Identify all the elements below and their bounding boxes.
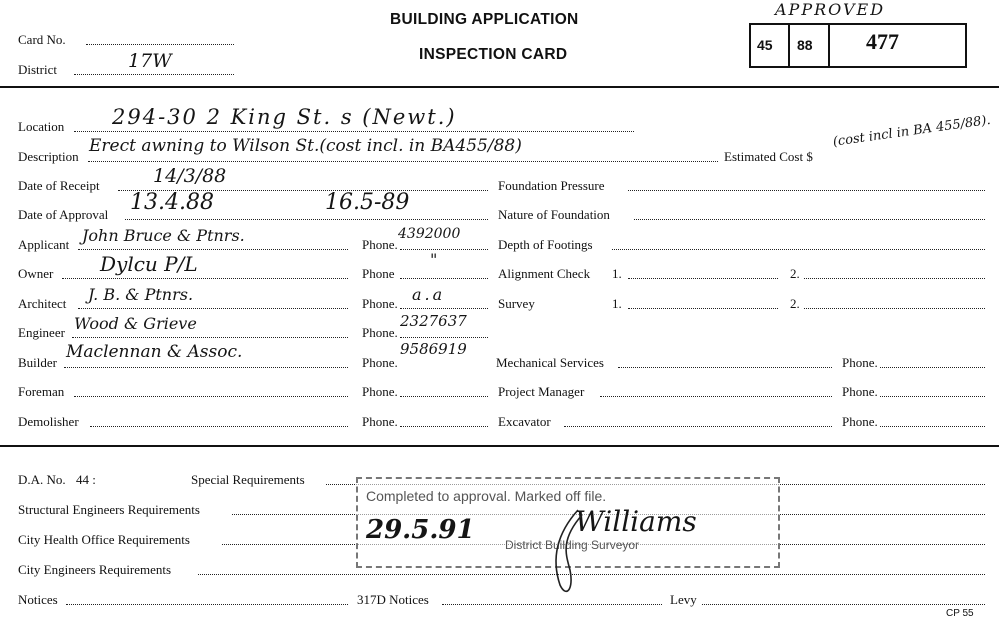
engineer-field[interactable] [72, 337, 348, 338]
survey-1-field[interactable] [628, 308, 778, 309]
approval-value-1: 13.4.88 [130, 190, 214, 215]
depth-footings-label: Depth of Footings [498, 237, 593, 252]
approved-note: APPROVED [775, 0, 886, 19]
foreman-field[interactable] [74, 396, 348, 397]
district-field[interactable] [74, 74, 234, 75]
alignment-1-field[interactable] [628, 278, 778, 279]
nature-foundation-label: Nature of Foundation [498, 207, 610, 222]
approval-value-2: 16.5-89 [325, 190, 410, 215]
notices-label: Notices [18, 592, 58, 607]
excavator-phone-label: Phone. [842, 414, 878, 429]
engineer-phone-field[interactable] [400, 337, 488, 338]
foreman-phone-label: Phone. [362, 384, 398, 399]
reference-box-a: 45 [757, 37, 773, 53]
location-label: Location [18, 119, 65, 134]
city-eng-req-label: City Engineers Requirements [18, 562, 172, 577]
owner-value: Dylcu P/L [100, 252, 198, 276]
foreman-phone-field[interactable] [400, 396, 488, 397]
description-value: Erect awning to Wilson St.(cost incl. in BA455/88) [89, 136, 522, 156]
alignment-2-label: 2. [790, 266, 800, 281]
alignment-2-field[interactable] [804, 278, 985, 279]
middle-rule [0, 445, 999, 447]
builder-label: Builder [18, 355, 57, 370]
excavator-label: Excavator [498, 414, 551, 429]
stamp-signature: Williams [575, 505, 697, 538]
foreman-label: Foreman [18, 384, 65, 399]
description-field[interactable] [88, 161, 718, 162]
header-rule [0, 86, 999, 88]
applicant-field[interactable] [78, 249, 348, 250]
estimated-cost-label: Estimated Cost $ [724, 149, 813, 164]
notices-field[interactable] [66, 604, 348, 605]
owner-phone-field[interactable] [400, 278, 488, 279]
district-label: District [18, 62, 57, 77]
applicant-phone: 4392000 [398, 226, 461, 242]
location-field[interactable] [74, 131, 634, 132]
approval-field[interactable] [125, 219, 488, 220]
applicant-value: John Bruce & Ptnrs. [82, 226, 245, 245]
mechanical-phone-field[interactable] [880, 367, 985, 368]
form-code: CP 55 [946, 608, 974, 619]
location-value: 294-30 2 King St. s (Newt.) [112, 105, 457, 129]
project-manager-field[interactable] [600, 396, 832, 397]
foundation-pressure-field[interactable] [628, 190, 985, 191]
foundation-pressure-label: Foundation Pressure [498, 178, 605, 193]
demolisher-phone-label: Phone. [362, 414, 398, 429]
architect-label: Architect [18, 296, 67, 311]
reference-box-c: 477 [866, 29, 899, 54]
mechanical-phone-label: Phone. [842, 355, 878, 370]
applicant-label: Applicant [18, 237, 70, 252]
alignment-1-label: 1. [612, 266, 622, 281]
title-line-2: INSPECTION CARD [419, 46, 568, 63]
applicant-phone-label: Phone. [362, 237, 398, 252]
card-no-label: Card No. [18, 32, 66, 47]
alignment-label: Alignment Check [498, 266, 591, 281]
owner-phone: " [430, 250, 438, 269]
excavator-field[interactable] [564, 426, 832, 427]
description-label: Description [18, 149, 79, 164]
receipt-value: 14/3/88 [153, 165, 227, 187]
depth-footings-field[interactable] [612, 249, 985, 250]
engineer-phone: 2327637 [400, 312, 467, 330]
levy-field[interactable] [702, 604, 985, 605]
excavator-phone-field[interactable] [880, 426, 985, 427]
reference-box-b: 88 [797, 37, 813, 53]
stamp-line-2: District Building Surveyor [505, 538, 640, 552]
engineer-value: Wood & Grieve [74, 314, 197, 333]
levy-label: Levy [670, 592, 697, 607]
mechanical-label: Mechanical Services [496, 355, 604, 370]
special-req-label: Special Requirements [191, 472, 305, 487]
project-manager-phone-field[interactable] [880, 396, 985, 397]
architect-value: J. B. & Ptnrs. [88, 285, 194, 304]
reference-box-divider-1 [788, 23, 790, 68]
builder-phone-label: Phone. [362, 355, 398, 370]
builder-value: Maclennan & Assoc. [66, 342, 243, 362]
architect-phone-label: Phone. [362, 296, 398, 311]
project-manager-phone-label: Phone. [842, 384, 878, 399]
signature-flourish [530, 500, 600, 600]
architect-field[interactable] [78, 308, 348, 309]
stamp-date: 29.5.91 [366, 515, 475, 545]
builder-phone: 9586919 [400, 340, 467, 358]
applicant-phone-field[interactable] [400, 249, 488, 250]
mechanical-field[interactable] [618, 367, 832, 368]
reference-box [749, 23, 967, 68]
owner-field[interactable] [62, 278, 348, 279]
survey-2-field[interactable] [804, 308, 985, 309]
card-no-field[interactable] [86, 44, 234, 45]
project-manager-label: Project Manager [498, 384, 585, 399]
da-value: 44 : [76, 472, 96, 487]
estimated-cost-value: (cost incl in BA 455/88). [832, 112, 992, 150]
title-line-1: BUILDING APPLICATION [390, 11, 579, 28]
approval-label: Date of Approval [18, 207, 109, 222]
da-label: D.A. No. [18, 472, 66, 487]
engineer-phone-label: Phone. [362, 325, 398, 340]
owner-label: Owner [18, 266, 54, 281]
architect-phone-field[interactable] [400, 308, 488, 309]
health-req-label: City Health Office Requirements [18, 532, 190, 547]
nature-foundation-field[interactable] [634, 219, 985, 220]
demolisher-phone-field[interactable] [400, 426, 488, 427]
owner-phone-label: Phone [362, 266, 395, 281]
survey-label: Survey [498, 296, 535, 311]
engineer-label: Engineer [18, 325, 65, 340]
survey-2-label: 2. [790, 296, 800, 311]
architect-phone: a.a [412, 285, 446, 304]
demolisher-label: Demolisher [18, 414, 79, 429]
demolisher-field[interactable] [90, 426, 348, 427]
notices-317d-label: 317D Notices [357, 592, 429, 607]
survey-1-label: 1. [612, 296, 622, 311]
receipt-label: Date of Receipt [18, 178, 100, 193]
reference-box-divider-2 [828, 23, 830, 68]
notices-317d-field[interactable] [442, 604, 662, 605]
stamp-line-1: Completed to approval. Marked off file. [366, 488, 607, 504]
structural-req-label: Structural Engineers Requirements [18, 502, 200, 517]
district-value: 17W [128, 50, 172, 72]
builder-field[interactable] [64, 367, 348, 368]
